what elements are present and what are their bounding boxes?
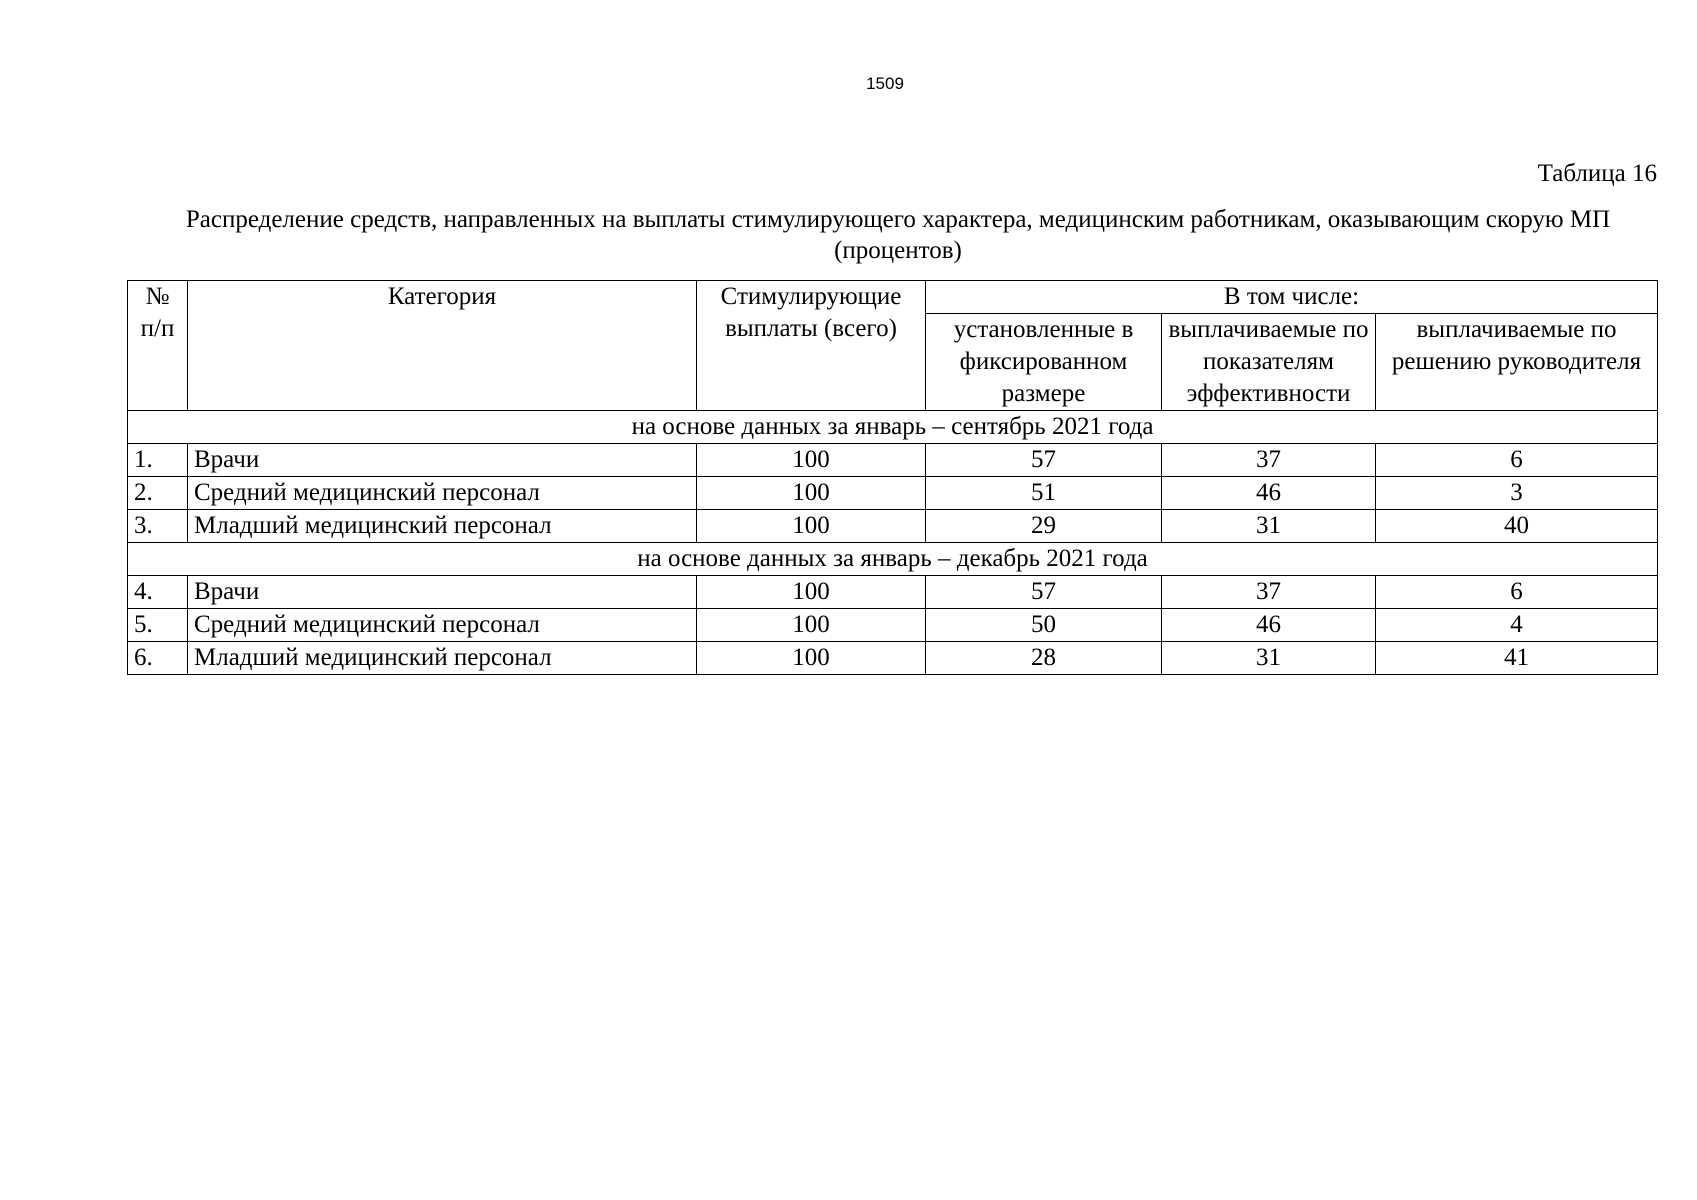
section-title: на основе данных за январь – сентябрь 2021 года (128, 411, 1658, 444)
header-category: Категория (188, 281, 697, 411)
row-category: Младший медицинский персонал (188, 510, 697, 543)
row-total: 100 (697, 444, 926, 477)
row-num: 5. (128, 609, 188, 642)
row-category: Младший медицинский персонал (188, 642, 697, 675)
table-row (128, 642, 1658, 675)
header-num: № п/п (128, 281, 188, 411)
table-row (128, 510, 1658, 543)
row-total: 100 (697, 642, 926, 675)
row-performance: 46 (1162, 609, 1376, 642)
header-total: Стимулирующие выплаты (всего) (697, 281, 926, 411)
row-category: Врачи (188, 576, 697, 609)
row-fixed: 51 (926, 477, 1162, 510)
row-manager: 6 (1376, 444, 1658, 477)
row-category: Средний медицинский персонал (188, 477, 697, 510)
table-row (128, 576, 1658, 609)
row-total: 100 (697, 510, 926, 543)
row-fixed: 50 (926, 609, 1162, 642)
table-row (128, 477, 1658, 510)
row-fixed: 28 (926, 642, 1162, 675)
row-num: 3. (128, 510, 188, 543)
row-manager: 6 (1376, 576, 1658, 609)
row-category: Средний медицинский персонал (188, 609, 697, 642)
data-table (127, 280, 1658, 675)
row-manager: 40 (1376, 510, 1658, 543)
row-fixed: 57 (926, 576, 1162, 609)
row-manager: 41 (1376, 642, 1658, 675)
row-manager: 3 (1376, 477, 1658, 510)
row-performance: 31 (1162, 642, 1376, 675)
section-row (128, 543, 1658, 576)
page-number: 1509 (866, 74, 904, 93)
header-performance: выплачиваемые по показателям эффективности (1162, 314, 1376, 411)
table-row (128, 609, 1658, 642)
table-row (128, 444, 1658, 477)
row-performance: 37 (1162, 444, 1376, 477)
header-fixed: установленные в фиксированном размере (926, 314, 1162, 411)
row-fixed: 57 (926, 444, 1162, 477)
table-label: Таблица 16 (1537, 160, 1657, 187)
row-num: 1. (128, 444, 188, 477)
row-category: Врачи (188, 444, 697, 477)
header-including: В том числе: (926, 281, 1658, 314)
row-performance: 37 (1162, 576, 1376, 609)
section-title: на основе данных за январь – декабрь 2021 года (128, 543, 1658, 576)
table-title: Распределение средств, направленных на выплаты стимулирующего характера, медицинским работникам, оказывающим скорую МП (процентов) (185, 206, 1611, 264)
row-total: 100 (697, 576, 926, 609)
row-num: 4. (128, 576, 188, 609)
row-performance: 31 (1162, 510, 1376, 543)
header-manager: выплачиваемые по решению руководителя (1376, 314, 1658, 411)
section-row (128, 411, 1658, 444)
row-manager: 4 (1376, 609, 1658, 642)
row-num: 6. (128, 642, 188, 675)
row-total: 100 (697, 609, 926, 642)
row-performance: 46 (1162, 477, 1376, 510)
header-row-1 (128, 281, 1658, 314)
row-num: 2. (128, 477, 188, 510)
row-total: 100 (697, 477, 926, 510)
row-fixed: 29 (926, 510, 1162, 543)
